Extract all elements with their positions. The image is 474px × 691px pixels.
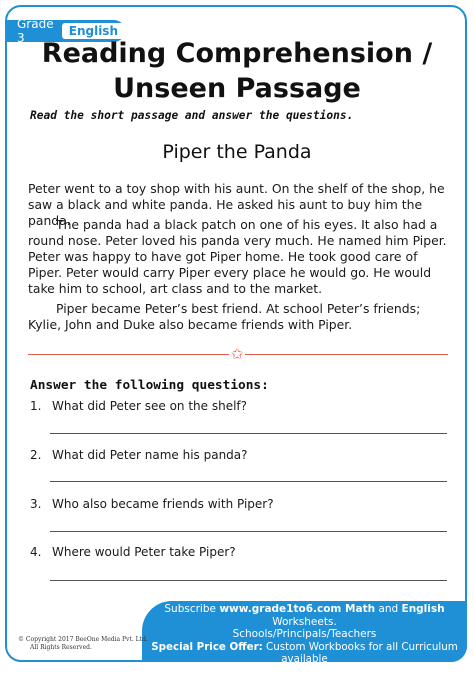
footer-line-4: with School name, logo etc. — [231, 665, 378, 678]
question-number: 2. — [30, 448, 42, 462]
footer-email[interactable]: Email us: info@grade1to6.com — [223, 678, 386, 690]
footer-site-link[interactable]: www.grade1to6.com — [219, 603, 342, 615]
grade-label: Grade 3 — [17, 17, 54, 45]
question-number: 4. — [30, 545, 42, 559]
footer-subscribe-text: Subscribe — [164, 603, 220, 615]
question-text: Where would Peter take Piper? — [52, 545, 236, 559]
copyright-line-1: © Copyright 2017 BeeOne Media Pvt. Ltd. — [18, 636, 148, 643]
footer-worksheets: Worksheets. — [272, 615, 337, 628]
footer-math: Math — [341, 603, 376, 615]
copyright-notice — [18, 636, 148, 652]
subject-label: English — [62, 23, 125, 39]
question-1 — [30, 399, 247, 413]
passage-title: Piper the Panda — [162, 141, 312, 163]
answer-line-1[interactable] — [50, 433, 447, 434]
footer-and: and — [375, 603, 402, 615]
page-title-line2: Unseen Passage — [113, 73, 361, 104]
question-4 — [30, 545, 236, 559]
question-text: Who also became friends with Piper? — [52, 497, 274, 511]
passage-paragraph-3: Piper became Peter’s best friend. At school Peter’s friends; Kylie, John and Duke also became friends with Piper. — [28, 301, 421, 332]
question-text: What did Peter see on the shelf? — [52, 399, 248, 413]
questions-header: Answer the following questions: — [30, 378, 269, 393]
question-text: What did Peter name his panda? — [52, 448, 248, 462]
question-2 — [30, 448, 248, 462]
answer-line-4[interactable] — [50, 580, 447, 581]
answer-line-3[interactable] — [50, 531, 447, 532]
question-3 — [30, 497, 274, 511]
question-number: 1. — [30, 399, 42, 413]
footer-offer-label: Special Price Offer: — [151, 640, 263, 653]
footer-line-2: Schools/Principals/Teachers — [232, 628, 377, 640]
instruction-text: Read the short passage and answer the questions. — [30, 109, 354, 122]
passage-paragraph-1: Peter went to a toy shop with his aunt. On the shelf of the shop, he saw a black and white panda. He asked his aunt to buy him the panda. — [28, 181, 445, 228]
copyright-line-2: All Rights Reserved. — [30, 644, 92, 651]
footer-offer-text: Custom Workbooks for all Curriculum available — [262, 640, 458, 665]
page-title-line1: Reading Comprehension / — [41, 38, 433, 69]
footer-banner — [142, 601, 467, 690]
footer-line-1 — [142, 603, 467, 628]
answer-line-2[interactable] — [50, 481, 447, 482]
footer-line-3 — [142, 641, 467, 666]
star-icon: ✩ — [230, 345, 244, 363]
question-number: 3. — [30, 497, 42, 511]
footer-english: English — [401, 603, 445, 615]
passage-paragraph-2: The panda had a black patch on one of his eyes. It also had a round nose. Peter loved his panda very much. He named him Piper. Peter was happy to have got Piper home. He took good care of Piper. Peter would carry Piper every place he would go. He would take him to school, art class and to the market. — [28, 217, 447, 296]
